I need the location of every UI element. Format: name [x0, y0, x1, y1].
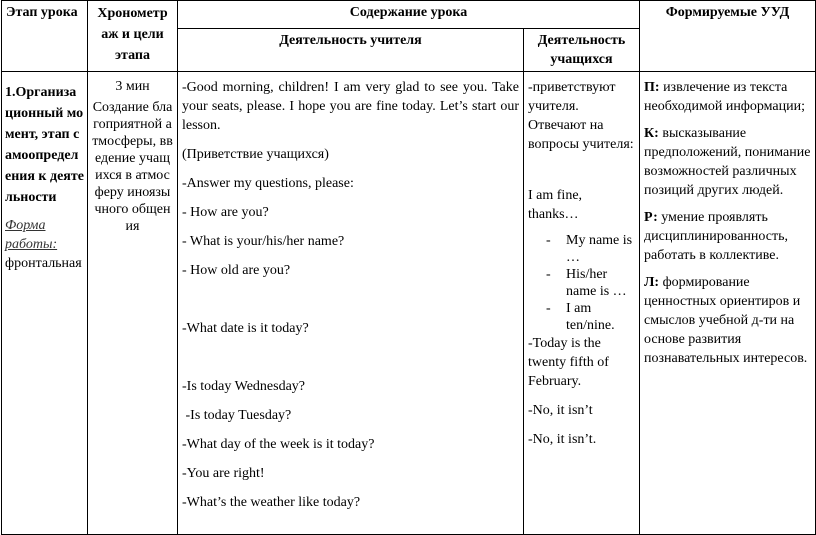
teacher-line: -Good morning, children! I am very glad to see you. Take your seats, please. I hope you are fine today. Let’s start our lesson. — [182, 80, 519, 133]
header-students: Деятельность учащихся — [524, 29, 640, 72]
uud-item-r — [644, 208, 811, 265]
uud-item-p — [644, 78, 811, 116]
list-item: - My name is … — [546, 232, 635, 266]
students-greet: -приветствуют учителя. — [528, 80, 616, 114]
timing-cell — [88, 72, 178, 535]
uud-key: Р: — [644, 210, 658, 225]
teacher-line: -Is today Tuesday? — [182, 408, 292, 423]
teacher-line: - What is your/his/her name? — [182, 234, 345, 249]
uud-cell — [640, 72, 816, 535]
teacher-line: - How are you? — [182, 205, 269, 220]
uud-key: П: — [644, 80, 660, 95]
students-no-1: -No, it isn’t — [528, 403, 593, 418]
header-timing: Хронометр аж и цели этапа — [88, 1, 178, 72]
uud-text: высказывание предположений, понимание возможностей различных позиций других людей. — [644, 126, 811, 198]
stage-cell — [2, 72, 88, 535]
uud-item-l — [644, 273, 811, 368]
teacher-activity-cell — [178, 72, 524, 535]
form-label: Форма работы: — [5, 218, 58, 252]
uud-key: К: — [644, 126, 659, 141]
students-answer: Отвечают на вопросы учителя: — [528, 118, 634, 152]
teacher-line: -What’s the weather like today? — [182, 495, 361, 510]
uud-item-k — [644, 124, 811, 200]
form-value: фронтальная — [5, 256, 82, 271]
students-fine: I am fine, thanks… — [528, 188, 583, 222]
uud-text: умение проявлять дисциплинированность, работать в коллективе. — [644, 210, 788, 263]
students-date: -Today is the twenty fifth of February. — [528, 336, 609, 389]
stage-goal: Создание благоприятной атмосферы, введение учащихся в атмосферу иноязычного общения — [92, 100, 173, 234]
list-item: - I am ten/nine. — [546, 300, 635, 334]
uud-key: Л: — [644, 275, 660, 290]
students-answer-list — [528, 232, 635, 334]
list-item: - His/her name is … — [546, 266, 635, 300]
students-activity-cell — [524, 72, 640, 535]
teacher-line: -Answer my questions, please: — [182, 176, 354, 191]
teacher-line: -What date is it today? — [182, 321, 309, 336]
students-no-2: -No, it isn’t. — [528, 432, 597, 447]
uud-text: формирование ценностных ориентиров и смыслов учебной д-ти на основе развития познавательных интересов. — [644, 275, 808, 366]
header-content: Содержание урока — [178, 1, 640, 29]
teacher-line: - How old are you? — [182, 263, 291, 278]
teacher-line: (Приветствие учащихся) — [182, 147, 329, 162]
teacher-line: -What day of the week is it today? — [182, 437, 375, 452]
time-value: 3 мин — [115, 79, 150, 94]
uud-text: извлечение из текста необходимой информации; — [644, 80, 806, 114]
teacher-line: -Is today Wednesday? — [182, 379, 306, 394]
header-teacher: Деятельность учителя — [178, 29, 524, 72]
lesson-plan-table — [1, 0, 816, 535]
header-uud: Формируемые УУД — [640, 1, 816, 72]
stage-title: 1.Организационный момент, этап самоопределения к деятельности — [5, 85, 84, 205]
teacher-line: -You are right! — [182, 466, 265, 481]
header-stage: Этап урока — [2, 1, 88, 72]
